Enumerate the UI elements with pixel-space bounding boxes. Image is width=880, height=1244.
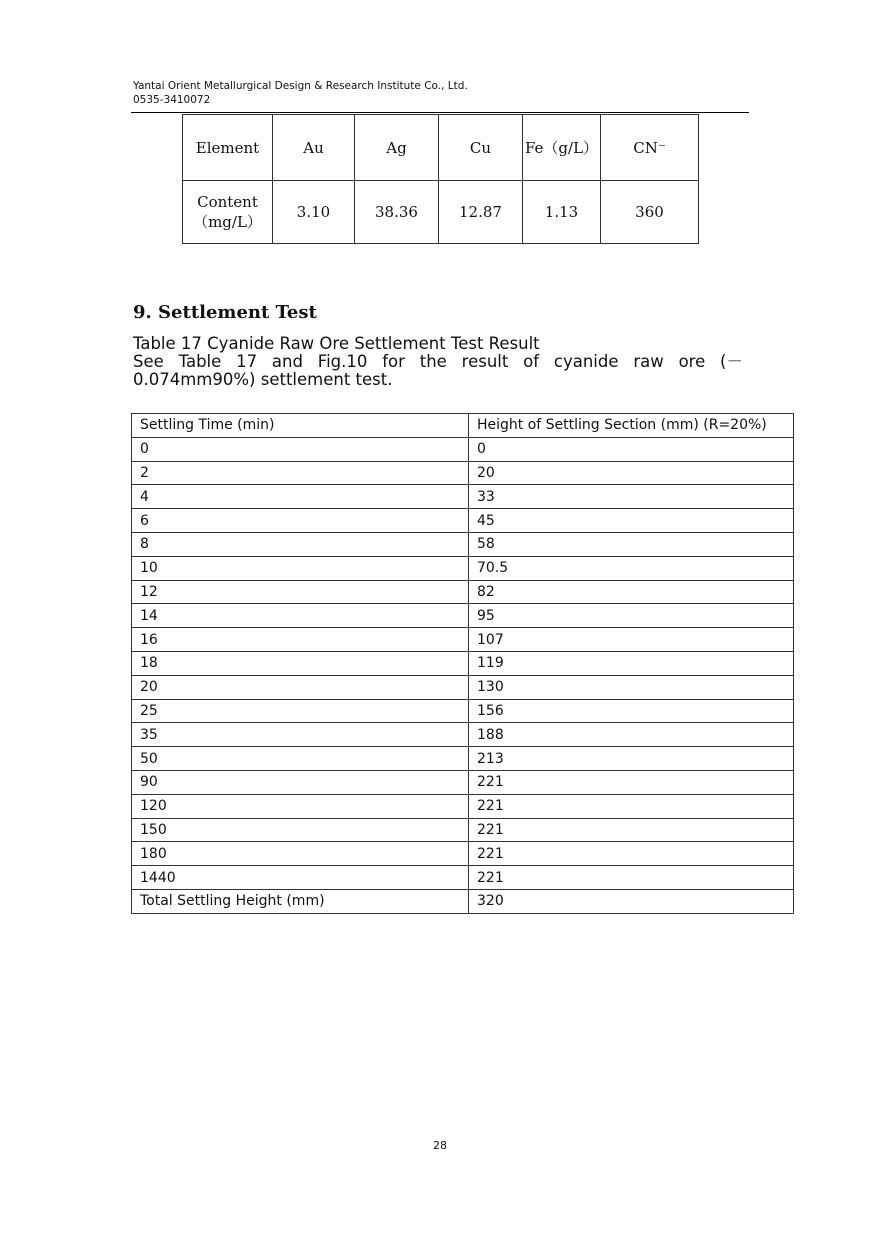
content-label-cell xyxy=(183,181,273,244)
table-row xyxy=(132,604,794,628)
time-cell: 1440 xyxy=(132,866,469,890)
table-row xyxy=(132,651,794,675)
height-cell: 70.5 xyxy=(469,556,794,580)
table-row xyxy=(132,437,794,461)
composition-table xyxy=(182,114,699,244)
time-cell: 6 xyxy=(132,509,469,533)
table-row xyxy=(132,532,794,556)
time-cell: 10 xyxy=(132,556,469,580)
table-row xyxy=(132,723,794,747)
section-title: 9. Settlement Test xyxy=(133,302,317,323)
company-name: Yantai Orient Metallurgical Design & Research Institute Co., Ltd. xyxy=(133,80,468,92)
time-cell: 150 xyxy=(132,818,469,842)
table-row xyxy=(132,485,794,509)
height-cell: 107 xyxy=(469,628,794,652)
time-cell: 14 xyxy=(132,604,469,628)
time-cell: 16 xyxy=(132,628,469,652)
element-label-cell: Element xyxy=(183,115,273,181)
content-unit: （mg/L） xyxy=(193,212,262,231)
page-number: 28 xyxy=(433,1139,447,1152)
section-paragraph: See Table 17 and Fig.10 for the result of cyanide raw ore (－0.074mm90%) settlement test. xyxy=(133,352,743,389)
height-cell: 82 xyxy=(469,580,794,604)
table-row xyxy=(132,556,794,580)
height-cell: 221 xyxy=(469,818,794,842)
element-cn-cell: CN⁻ xyxy=(601,115,699,181)
company-phone: 0535-3410072 xyxy=(133,94,211,106)
height-cell: 221 xyxy=(469,866,794,890)
height-cell: 58 xyxy=(469,532,794,556)
time-cell: 18 xyxy=(132,651,469,675)
table-header-row xyxy=(132,414,794,438)
table-row xyxy=(132,699,794,723)
table-row xyxy=(132,818,794,842)
height-cell: 95 xyxy=(469,604,794,628)
total-label-cell: Total Settling Height (mm) xyxy=(132,889,469,913)
table-row xyxy=(132,461,794,485)
time-cell: 12 xyxy=(132,580,469,604)
value-fe-cell: 1.13 xyxy=(523,181,601,244)
time-cell: 25 xyxy=(132,699,469,723)
value-au-cell: 3.10 xyxy=(273,181,355,244)
height-cell: 221 xyxy=(469,794,794,818)
page-header xyxy=(133,79,749,107)
element-au-cell: Au xyxy=(273,115,355,181)
element-ag-cell: Ag xyxy=(355,115,439,181)
time-cell: 8 xyxy=(132,532,469,556)
table-row xyxy=(132,794,794,818)
time-cell: 0 xyxy=(132,437,469,461)
height-cell: 188 xyxy=(469,723,794,747)
composition-values-row xyxy=(183,181,699,244)
height-cell: 45 xyxy=(469,509,794,533)
time-cell: 20 xyxy=(132,675,469,699)
table-row xyxy=(132,842,794,866)
value-cu-cell: 12.87 xyxy=(439,181,523,244)
content-label: Content xyxy=(197,192,258,211)
time-cell: 4 xyxy=(132,485,469,509)
height-cell: 213 xyxy=(469,747,794,771)
height-cell: 20 xyxy=(469,461,794,485)
value-cn-cell: 360 xyxy=(601,181,699,244)
total-row xyxy=(132,889,794,913)
table-row xyxy=(132,747,794,771)
time-cell: 90 xyxy=(132,770,469,794)
table-caption: Table 17 Cyanide Raw Ore Settlement Test Result xyxy=(133,334,540,353)
settlement-table xyxy=(131,413,794,914)
time-cell: 2 xyxy=(132,461,469,485)
total-value-cell: 320 xyxy=(469,889,794,913)
table-row xyxy=(132,509,794,533)
table-row xyxy=(132,580,794,604)
composition-header-row xyxy=(183,115,699,181)
table-row xyxy=(132,866,794,890)
height-cell: 221 xyxy=(469,770,794,794)
table-row xyxy=(132,770,794,794)
header-divider xyxy=(131,112,749,113)
table-row xyxy=(132,628,794,652)
table-row xyxy=(132,675,794,699)
height-cell: 119 xyxy=(469,651,794,675)
time-cell: 35 xyxy=(132,723,469,747)
height-cell: 0 xyxy=(469,437,794,461)
time-cell: 180 xyxy=(132,842,469,866)
element-fe-cell: Fe（g/L） xyxy=(523,115,601,181)
time-cell: 120 xyxy=(132,794,469,818)
height-cell: 156 xyxy=(469,699,794,723)
time-cell: 50 xyxy=(132,747,469,771)
height-cell: 221 xyxy=(469,842,794,866)
column-header-time: Settling Time (min) xyxy=(132,414,469,438)
height-cell: 130 xyxy=(469,675,794,699)
column-header-height: Height of Settling Section (mm) (R=20%) xyxy=(469,414,794,438)
element-cu-cell: Cu xyxy=(439,115,523,181)
value-ag-cell: 38.36 xyxy=(355,181,439,244)
height-cell: 33 xyxy=(469,485,794,509)
